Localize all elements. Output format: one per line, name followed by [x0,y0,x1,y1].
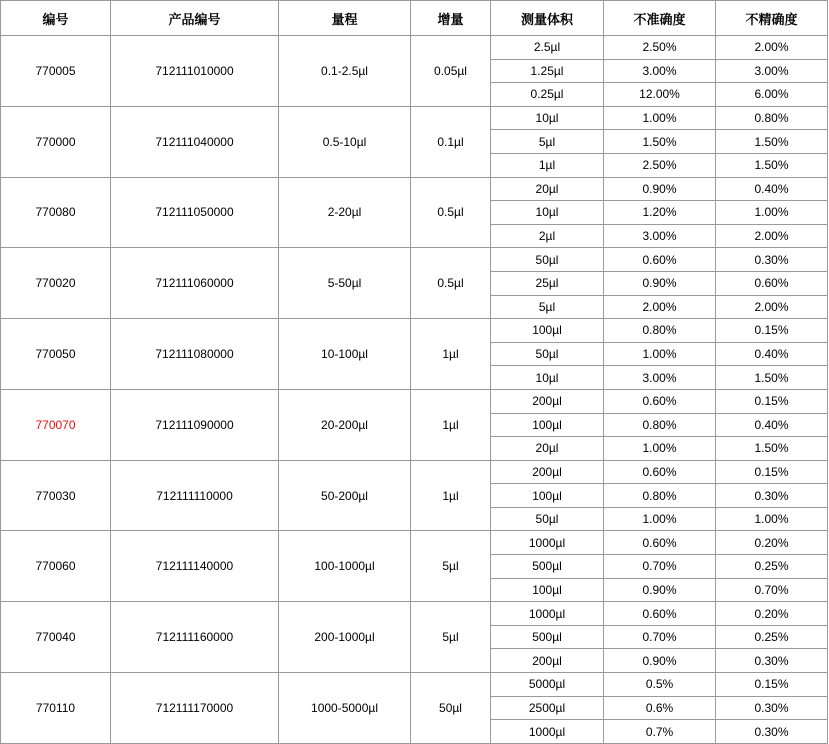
cell-measured-volume: 2µl [491,224,604,248]
cell-imprecision: 0.20% [716,531,828,555]
table-header [1,1,828,36]
cell-code: 770000 [1,106,111,177]
table-row [1,177,828,201]
cell-inaccuracy: 3.00% [604,59,716,83]
cell-imprecision: 0.25% [716,555,828,579]
cell-increment: 1µl [411,389,491,460]
cell-inaccuracy: 0.60% [604,602,716,626]
column-header-range: 量程 [279,1,411,36]
cell-inaccuracy: 0.90% [604,177,716,201]
cell-inaccuracy: 1.50% [604,130,716,154]
cell-range: 0.5-10µl [279,106,411,177]
cell-product-code: 712111110000 [111,460,279,531]
cell-measured-volume: 200µl [491,389,604,413]
cell-imprecision: 0.30% [716,720,828,744]
table-row [1,531,828,555]
cell-increment: 5µl [411,602,491,673]
cell-range: 5-50µl [279,248,411,319]
cell-inaccuracy: 0.90% [604,578,716,602]
column-header-measured-volume: 测量体积 [491,1,604,36]
table-header-row [1,1,828,36]
cell-increment: 0.05µl [411,36,491,107]
cell-measured-volume: 1µl [491,153,604,177]
cell-imprecision: 0.30% [716,649,828,673]
cell-measured-volume: 10µl [491,106,604,130]
table-row [1,248,828,272]
cell-imprecision: 2.00% [716,36,828,60]
cell-measured-volume: 20µl [491,177,604,201]
cell-measured-volume: 20µl [491,437,604,461]
cell-imprecision: 2.00% [716,224,828,248]
cell-range: 100-1000µl [279,531,411,602]
cell-imprecision: 2.00% [716,295,828,319]
cell-imprecision: 0.15% [716,460,828,484]
cell-measured-volume: 1000µl [491,531,604,555]
table-row [1,106,828,130]
cell-range: 200-1000µl [279,602,411,673]
cell-imprecision: 0.70% [716,578,828,602]
cell-measured-volume: 100µl [491,578,604,602]
cell-inaccuracy: 1.00% [604,437,716,461]
cell-inaccuracy: 3.00% [604,224,716,248]
cell-imprecision: 0.80% [716,106,828,130]
cell-product-code: 712111040000 [111,106,279,177]
cell-imprecision: 1.50% [716,366,828,390]
column-header-code: 编号 [1,1,111,36]
cell-code: 770050 [1,319,111,390]
cell-product-code: 712111160000 [111,602,279,673]
cell-inaccuracy: 0.80% [604,319,716,343]
cell-inaccuracy: 0.60% [604,531,716,555]
cell-inaccuracy: 3.00% [604,366,716,390]
cell-measured-volume: 10µl [491,201,604,225]
cell-range: 1000-5000µl [279,673,411,744]
table-row [1,602,828,626]
cell-measured-volume: 500µl [491,625,604,649]
cell-measured-volume: 500µl [491,555,604,579]
cell-inaccuracy: 2.50% [604,36,716,60]
cell-measured-volume: 1000µl [491,602,604,626]
cell-range: 20-200µl [279,389,411,460]
table-row [1,673,828,697]
cell-increment: 5µl [411,531,491,602]
cell-measured-volume: 1000µl [491,720,604,744]
cell-inaccuracy: 0.80% [604,413,716,437]
cell-inaccuracy: 0.80% [604,484,716,508]
cell-measured-volume: 5µl [491,295,604,319]
cell-imprecision: 0.25% [716,625,828,649]
cell-code: 770110 [1,673,111,744]
cell-product-code: 712111140000 [111,531,279,602]
cell-product-code: 712111010000 [111,36,279,107]
table-body [1,36,828,744]
cell-code: 770080 [1,177,111,248]
cell-inaccuracy: 0.90% [604,271,716,295]
cell-imprecision: 1.50% [716,437,828,461]
cell-imprecision: 0.15% [716,673,828,697]
cell-measured-volume: 50µl [491,248,604,272]
cell-inaccuracy: 0.70% [604,625,716,649]
cell-inaccuracy: 1.00% [604,342,716,366]
cell-imprecision: 6.00% [716,83,828,107]
cell-measured-volume: 50µl [491,342,604,366]
cell-product-code: 712111050000 [111,177,279,248]
cell-imprecision: 0.30% [716,696,828,720]
cell-imprecision: 3.00% [716,59,828,83]
cell-inaccuracy: 0.60% [604,389,716,413]
cell-increment: 0.1µl [411,106,491,177]
cell-code: 770020 [1,248,111,319]
cell-measured-volume: 25µl [491,271,604,295]
cell-inaccuracy: 0.6% [604,696,716,720]
cell-range: 0.1-2.5µl [279,36,411,107]
cell-imprecision: 0.40% [716,413,828,437]
cell-measured-volume: 2.5µl [491,36,604,60]
cell-inaccuracy: 2.50% [604,153,716,177]
cell-product-code: 712111090000 [111,389,279,460]
cell-inaccuracy: 0.70% [604,555,716,579]
cell-product-code: 712111080000 [111,319,279,390]
cell-range: 2-20µl [279,177,411,248]
cell-imprecision: 1.50% [716,153,828,177]
cell-measured-volume: 10µl [491,366,604,390]
cell-code: 770005 [1,36,111,107]
cell-measured-volume: 50µl [491,507,604,531]
cell-imprecision: 0.20% [716,602,828,626]
cell-product-code: 712111060000 [111,248,279,319]
cell-imprecision: 0.15% [716,319,828,343]
column-header-increment: 增量 [411,1,491,36]
cell-increment: 1µl [411,319,491,390]
cell-inaccuracy: 0.60% [604,248,716,272]
cell-inaccuracy: 0.90% [604,649,716,673]
cell-measured-volume: 100µl [491,319,604,343]
cell-product-code: 712111170000 [111,673,279,744]
cell-increment: 0.5µl [411,177,491,248]
cell-inaccuracy: 12.00% [604,83,716,107]
cell-imprecision: 0.40% [716,177,828,201]
cell-increment: 0.5µl [411,248,491,319]
cell-imprecision: 1.50% [716,130,828,154]
cell-inaccuracy: 1.00% [604,106,716,130]
cell-inaccuracy: 0.5% [604,673,716,697]
cell-measured-volume: 0.25µl [491,83,604,107]
cell-inaccuracy: 0.60% [604,460,716,484]
cell-code: 770070 [1,389,111,460]
cell-inaccuracy: 2.00% [604,295,716,319]
cell-measured-volume: 100µl [491,413,604,437]
cell-inaccuracy: 0.7% [604,720,716,744]
cell-measured-volume: 200µl [491,460,604,484]
cell-imprecision: 0.60% [716,271,828,295]
cell-inaccuracy: 1.20% [604,201,716,225]
cell-measured-volume: 100µl [491,484,604,508]
cell-measured-volume: 200µl [491,649,604,673]
table-row [1,36,828,60]
cell-code: 770030 [1,460,111,531]
cell-code: 770040 [1,602,111,673]
cell-imprecision: 1.00% [716,507,828,531]
cell-inaccuracy: 1.00% [604,507,716,531]
cell-range: 10-100µl [279,319,411,390]
cell-imprecision: 0.30% [716,248,828,272]
cell-code: 770060 [1,531,111,602]
cell-imprecision: 0.40% [716,342,828,366]
cell-imprecision: 0.15% [716,389,828,413]
cell-measured-volume: 5000µl [491,673,604,697]
cell-increment: 50µl [411,673,491,744]
cell-imprecision: 1.00% [716,201,828,225]
cell-measured-volume: 2500µl [491,696,604,720]
column-header-inaccuracy: 不准确度 [604,1,716,36]
column-header-imprecision: 不精确度 [716,1,828,36]
cell-measured-volume: 1.25µl [491,59,604,83]
cell-increment: 1µl [411,460,491,531]
cell-measured-volume: 5µl [491,130,604,154]
cell-range: 50-200µl [279,460,411,531]
cell-imprecision: 0.30% [716,484,828,508]
table-row [1,389,828,413]
column-header-product-code: 产品编号 [111,1,279,36]
table-row [1,460,828,484]
table-row [1,319,828,343]
